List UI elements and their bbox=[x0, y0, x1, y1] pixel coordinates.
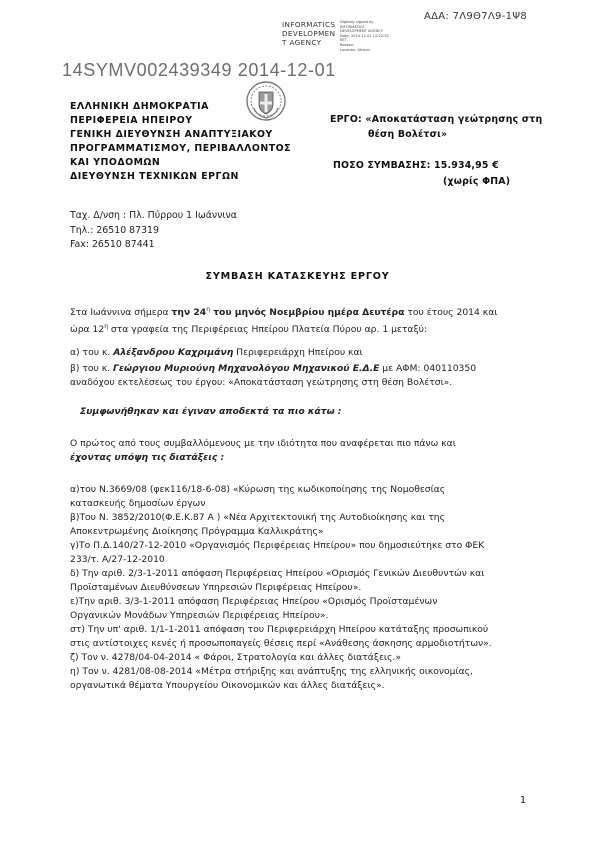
authority-line: ΓΕΝΙΚΗ ΔΙΕΥΘΥΝΣΗ ΑΝΑΠΤΥΞΙΑΚΟΥ bbox=[70, 129, 273, 140]
provision-item bbox=[70, 483, 528, 511]
party-b-name: Γεώργιου Μυριούνη Μηχανολόγου Μηχανικού Ε.Δ.Ε bbox=[113, 363, 380, 374]
signature-organization bbox=[282, 20, 335, 48]
intro-line-2 bbox=[70, 320, 528, 337]
provision-line: ε)Την αριθ. 3/3-1-2011 απόφαση Περιφέρειας Ηπείρου «Ορισμός Προϊσταμένων bbox=[70, 596, 438, 607]
signature-detail-line: Reason: bbox=[340, 42, 355, 47]
signature-details bbox=[340, 20, 389, 52]
issuing-authority-header bbox=[70, 100, 291, 184]
provision-item bbox=[70, 623, 528, 651]
signature-org-line: T AGENCY bbox=[282, 38, 322, 48]
signature-detail-line: DEVELOPMENT AGENCY bbox=[340, 29, 383, 34]
provision-line: κατασκευής δημοσίων έργων bbox=[70, 498, 206, 509]
intro-date-day: την 24 bbox=[171, 307, 207, 319]
signature-org-line: INFORMATICS bbox=[282, 20, 336, 29]
contract-amount-note: (χωρίς ΦΠΑ) bbox=[443, 176, 511, 187]
intro-superscript: η bbox=[206, 306, 210, 313]
party-a-role: Περιφερειάρχη Ηπείρου και bbox=[233, 347, 363, 358]
provision-line: στις αντίστοιχες κενές ή προσωποπαγείς θέσεις περί «Ανάθεσης άσκησης αρμοδιοτήτων». bbox=[70, 638, 492, 649]
document-stamp-id: 14SYMV002439349 2014-12-01 bbox=[62, 60, 336, 80]
provision-line: στ) Την υπ' αριθ. 1/1-1-2011 απόφαση του Περιφερειάρχη Ηπείρου κατάταξης προσωπικού bbox=[70, 624, 489, 635]
provision-line: η) Τον ν. 4281/08-08-2014 «Μέτρα στήριξης και ανάπτυξης της ελληνικής οικονομίας, bbox=[70, 666, 473, 677]
provision-line: 233/τ. Α/27-12-2010 bbox=[70, 554, 165, 565]
signature-org-line: DEVELOPMEN bbox=[282, 29, 336, 39]
considering-heading: έχοντας υπόψη τις διατάξεις : bbox=[70, 452, 225, 463]
party-a bbox=[70, 346, 528, 360]
party-b bbox=[70, 362, 528, 390]
contract-amount: ΠΟΣΟ ΣΥΜΒΑΣΗΣ: 15.934,95 € bbox=[333, 160, 499, 171]
ada-code: ΑΔΑ: 7Λ9Θ7Λ9-1Ψ8 bbox=[424, 11, 528, 22]
intro-text: Στα Ιωάννινα σήμερα bbox=[70, 307, 172, 319]
intro-line-1 bbox=[70, 303, 528, 320]
authority-line: ΕΛΛΗΝΙΚΗ ΔΗΜΟΚΡΑΤΙΑ bbox=[70, 101, 209, 112]
party-a-name: Αλέξανδρου Καχριμάνη bbox=[113, 347, 234, 358]
provision-line: ζ) Τον ν. 4278/04-04-2014 « Φάροι, Στρατολογία και άλλες διατάξεις.» bbox=[70, 652, 401, 663]
page-number: 1 bbox=[520, 795, 527, 806]
project-label-cont: θέση Βολέτσι» bbox=[368, 129, 448, 140]
provision-line: γ)Το Π.Δ.140/27-12-2010 «Οργανισμός Περιφέρειας Ηπείρου» που δημοσιεύτηκε στο ΦΕΚ bbox=[70, 540, 485, 551]
party-b-tax-id: με ΑΦΜ: 040110350 bbox=[379, 363, 477, 374]
signature-detail-line: EET bbox=[340, 38, 347, 43]
fax-line: Fax: 26510 87441 bbox=[70, 239, 155, 250]
intro-paragraph bbox=[70, 303, 528, 337]
address-line: Ταχ. Δ/νση : Πλ. Πύρρου 1 Ιωάννινα bbox=[70, 210, 237, 221]
party-b-prefix: β) του κ. bbox=[70, 363, 114, 374]
authority-line: ΔΙΕΥΘΥΝΣΗ ΤΕΧΝΙΚΩΝ ΕΡΓΩΝ bbox=[70, 171, 239, 182]
first-party-line: Ο πρώτος από τους συμβαλλόμενους με την ιδιότητα που αναφέρεται πιο πάνω και bbox=[70, 438, 456, 449]
contact-info bbox=[70, 209, 237, 253]
document-title: ΣΥΜΒΑΣΗ ΚΑΤΑΣΚΕΥΗΣ ΕΡΓΟΥ bbox=[205, 271, 390, 282]
party-b-line-1 bbox=[70, 362, 528, 376]
provisions-list bbox=[70, 483, 528, 693]
project-label: ΕΡΓΟ: «Αποκατάσταση γεώτρησης στη bbox=[330, 114, 543, 125]
authority-line: ΠΡΟΓΡΑΜΜΑΤΙΣΜΟΥ, ΠΕΡΙΒΑΛΛΟΝΤΟΣ bbox=[70, 143, 292, 154]
signature-detail-line: INFORMATICS bbox=[340, 24, 365, 29]
intro-time-superscript: η bbox=[104, 323, 109, 331]
provision-item bbox=[70, 651, 528, 665]
agreed-heading: Συμφωνήθηκαν και έγιναν αποδεκτά τα πιο κάτω : bbox=[80, 406, 342, 417]
party-a-prefix: α) του κ. bbox=[70, 347, 114, 358]
provision-item bbox=[70, 539, 528, 567]
intro-time: ώρα 12 bbox=[70, 324, 105, 336]
provision-line: Αποκεντρωμένης Διοίκησης Πρόγραμμα Καλλικράτης» bbox=[70, 526, 324, 537]
authority-line: ΚΑΙ ΥΠΟΔΟΜΩΝ bbox=[70, 157, 161, 168]
provision-line: δ) Την αριθ. 2/3-1-2011 απόφαση Περιφέρειας Ηπείρου «Ορισμός Γενικών Διευθυντών και bbox=[70, 568, 485, 579]
intro-year: του έτους 2014 και bbox=[404, 307, 498, 319]
signature-detail-line: Date: 2014.12.01 12:22:32 bbox=[340, 33, 389, 38]
provision-line: Προϊσταμένων Διευθύνσεων Υπηρεσιών Περιφέρειας Ηπείρου». bbox=[70, 582, 362, 593]
provision-item bbox=[70, 595, 528, 623]
intro-date-month: του μηνός Νοεμβρίου ημέρα Δευτέρα bbox=[210, 307, 405, 319]
intro-place: στα γραφεία της Περιφέρειας Ηπείρου Πλατεία Πύρου αρ. 1 μεταξύ: bbox=[108, 324, 428, 336]
phone-line: Τηλ.: 26510 87319 bbox=[70, 224, 159, 236]
provision-item bbox=[70, 511, 528, 539]
provision-line: οργανωτικά θέματα Υπουργείου Οικονομικών και άλλες διατάξεις». bbox=[70, 680, 385, 691]
party-b-line-2: αναδόχου εκτελέσεως του έργου: «Αποκατάσταση γεώτρησης στη θέση Βολέτσι». bbox=[70, 377, 453, 388]
provision-line: Οργανικών Μονάδων Υπηρεσιών Περιφέρειας Ηπείρου». bbox=[70, 610, 329, 621]
provision-item bbox=[70, 567, 528, 595]
provision-line: β)Του Ν. 3852/2010(Φ.Ε.Κ.87 Α ) «Νέα Αρχιτεκτονική της Αυτοδιοίκησης και της bbox=[70, 512, 445, 523]
signature-detail-line: Digitally signed by bbox=[340, 20, 374, 24]
provision-item bbox=[70, 665, 528, 693]
authority-line: ΠΕΡΙΦΕΡΕΙΑ ΗΠΕΙΡΟΥ bbox=[70, 115, 193, 126]
signature-detail-line: Location: Athens bbox=[340, 47, 370, 52]
provision-line: α)του Ν.3669/08 (φεκ116/18-6-08) «Κύρωση της κωδικοποίησης της Νομοθεσίας bbox=[70, 484, 446, 495]
